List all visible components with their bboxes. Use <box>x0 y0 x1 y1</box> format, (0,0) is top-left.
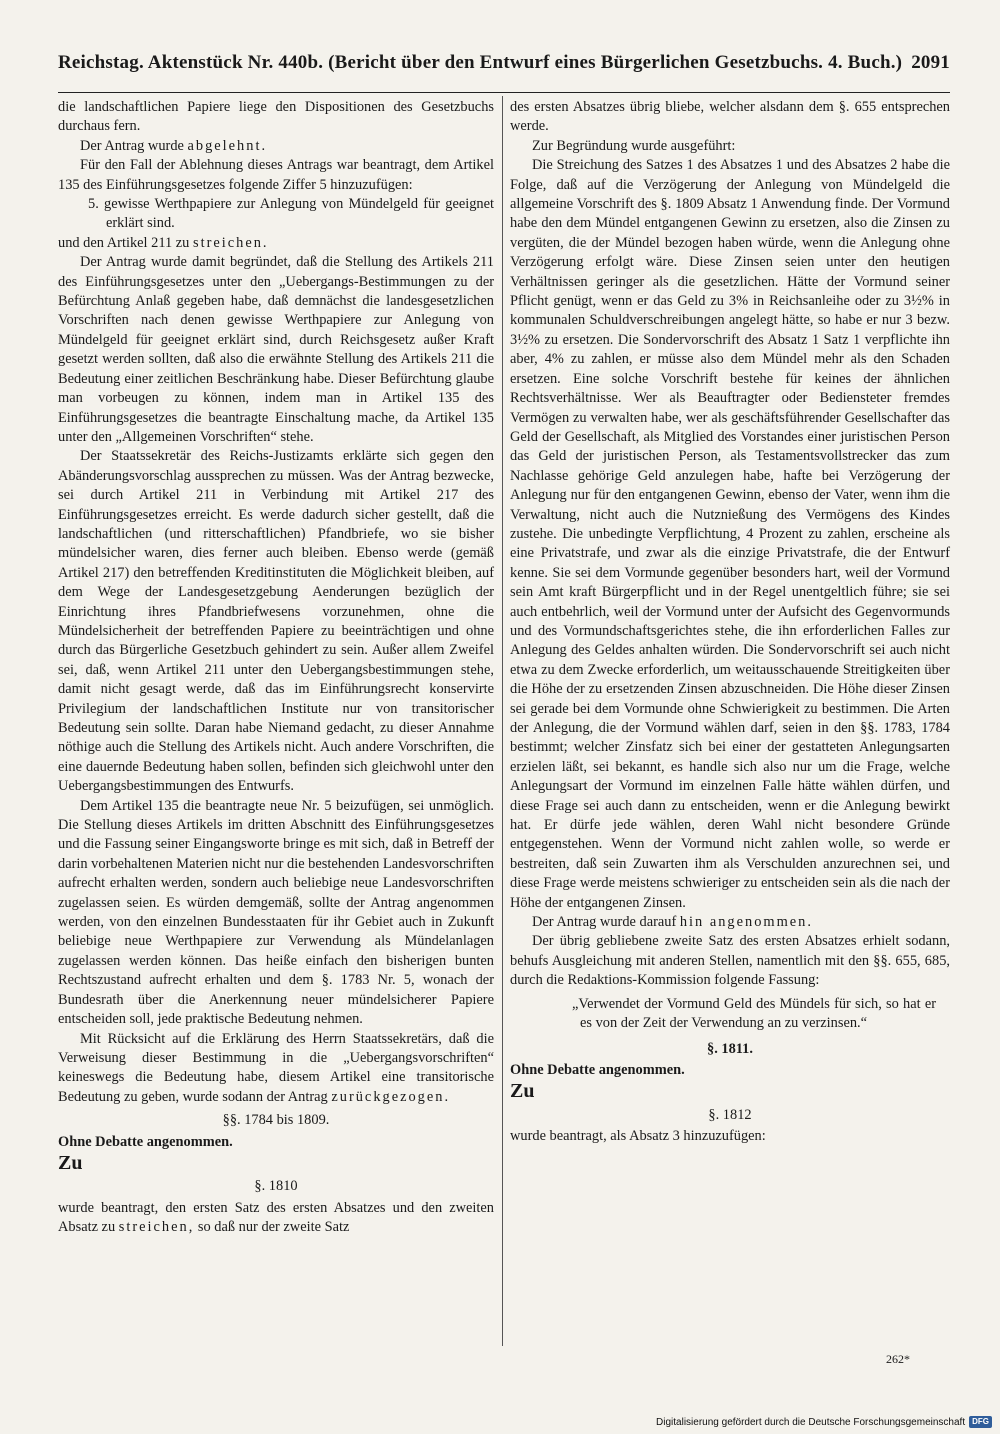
header-rule <box>58 92 950 93</box>
column-separator <box>502 96 503 1346</box>
signature-mark: 262* <box>886 1352 910 1366</box>
text: Mit Rücksicht auf die Erklärung des Herrn Staatssekretärs, daß die Verweisung dieser Bestimmung in die „Uebergangsvorschriften“ keineswegs die Bedeutung habe, diesem Artikel eine transitorische Bedeutung zu geben, wurde sodann der Antrag <box>58 1030 494 1105</box>
emphasis-text: zurückgezogen. <box>331 1088 451 1105</box>
paragraph: Die Streichung des Satzes 1 des Absatzes 1 und des Absatzes 2 habe die Folge, daß auf die Verzögerung der Anlegung von Mündelgeld die allgemeine Vorschrift des §. 1809 Absatz 1 Anwendung finde. Der Vormund habe den dem Mündel entgangenen Gewinn zu ersetzen, also die Zinsen zu vergüten, die der Mündel bezogen haben würde, wenn die Anlegung ohne Verzögerung erfolgt wäre. Diese Zinsen seien unter den heutigen Verhältnissen geringer als die gesetzlichen. Hätte der Vormund seiner Pflicht genügt, wenn er das Geld zu 3% in Reichsanleihe oder zu 3½% in kommunalen Schuldverschreibungen angelegt hätte, so habe er nur 3 bezw. 3½% zu ersetzen. Die Sondervorschrift des Absatz 1 Satz 1 verpflichte ihn aber, 4% zu zahlen, er müsse also dem Mündel mehr als den Schaden ersetzen. Eine solche Vorschrift bestehe für keines der ähnlichen Rechtsverhältnisse. Wer als Beauftragter oder Bediensteter fremdes Vermögen zu verwalten habe, wer als geschäftsführender Gesellschafter das Geld der Gesellschaft, als Mitglied des Vorstandes einer juristischen Person das Geld der juristischen Person, als Testamentsvollstrecker das zum Nachlasse gehörige Geld anzulegen habe, hafte bei Verzögerung der Anlegung nur für den entgangenen Gewinn, ebenso der Vater, wenn ihm die Verwaltung, nicht auch die Nutznießung des Vermögens des Kindes zustehe. Die unbedingte Verpflichtung, 4 Prozent zu zahlen, erscheine als eine Privatstrafe, und zwar als die einzige Privatstrafe, die der Entwurf kenne. Sie sei dem Vormunde gegenüber besonders hart, weil der Vormund sein Amt kraft Bürgerpflicht und in der Regel unentgeltlich führe; sie sei auch entbehrlich, weil der Vormund unter der Aufsicht des Gegenvormunds und des Vormundschaftsgerichtes stehe, die ihn erforderlichen Falles zur Anlegung des Geldes anhalten würden. Die Sondervorschrift sei auch nicht etwa zu dem Zwecke erforderlich, um weitausschauende Streitigkeiten über die Höhe der zu ersetzenden Zinsen abzuschneiden. Die Höhe dieser Zinsen sei gerade bei dem Vormunde ohne Schwierigkeit zu bestimmen. Die Arten der Anlegung, die der Vormund wählen darf, seien in den §§. 1783, 1784 bestimmt; welcher Zinsfatz sich bei einer der gestatteten Anlegungsarten erzielen läßt, sei bekannt, es handle sich also nur um die Frage, welche Anlegungsart der Vormund im einzelnen Falle hätte wählen dürfen, und diese Frage sei auch dann zu entscheiden, wenn er die Anlegung bewirkt hat. Er dürfe jede wählen, deren Wahl nicht besondere Gründe entgegenstehen. Wenn der Vormund nicht zahlen wolle, so werde er bestreiten, daß sein Zuwarten ihm als Verschulden anzurechnen sei, und diese Frage werde meistens schwieriger zu entscheiden sein als die nach der Höhe der entgangenen Zinsen. <box>510 157 950 911</box>
text: wurde beantragt, den ersten Satz des ersten Absatzes und den zweiten Absatz zu <box>58 1199 494 1236</box>
list-item: 5. gewisse Werthpapiere zur Anlegung von Mündelgeld für geeignet erklärt sind. <box>88 196 494 232</box>
paragraph <box>58 137 494 156</box>
footer-text: Digitalisierung gefördert durch die Deutsche Forschungsgemeinschaft <box>656 1416 966 1428</box>
paragraph <box>510 913 950 932</box>
zu-label: Zu <box>510 1080 535 1103</box>
no-debate-note: Ohne Debatte angenommen. <box>58 1133 233 1150</box>
emphasis-text: streichen, <box>118 1219 195 1236</box>
section-heading: §. 1811. <box>707 1040 753 1057</box>
no-debate-note: Ohne Debatte angenommen. <box>510 1061 685 1078</box>
paragraph: Der Antrag wurde damit begründet, daß die Stellung des Artikels 211 des Einführungsgesetzes unter den „Uebergangs-Bestimmungen zu der Befürchtung Anlaß gegeben habe, daß demnächst die landesgesetzlichen Vorschriften nach denen gewisse Werthpapiere zur Anlegung von Mündelgeld für geeignet erklärt sind, durch Reichsgesetz außer Kraft gesetzt werden sollten, daß also die erwähnte Stellung des Artikels 211 die Bedeutung einer zeitlichen Beschränkung habe. Dieser Befürchtung glaube man vorbeugen zu können, indem man in Artikel 135 des Einführungsgesetzes die beantragte Einschaltung mache, da Artikel 135 unter den „Allgemeinen Vorschriften“ stehe. <box>58 254 494 445</box>
text: und den Artikel 211 zu <box>58 234 193 251</box>
paragraph: Der Staatssekretär des Reichs-Justizamts erklärte sich gegen den Abänderungsvorschlag aussprechen zu müssen. Was der Antrag bezwecke, sei durch Artikel 211 in Verbindung mit Artikel 217 des Einführungsgesetzes erreicht. Es werde dadurch sicher gestellt, daß die landschaftlichen (und ritterschaftlichen) Pfandbriefe, wo sie bisher mündelsicher waren, dies ferner auch bleiben. Ebenso werde (gemäß Artikel 217) den betreffenden Kreditinstituten die Möglichkeit bleiben, auf dem Wege der Landesgesetzgebung Aenderungen bezüglich der Einrichtung ihres Pfandbriefwesens vorzunehmen, ohne die Mündelsicherheit der betreffenden Papiere zu beeinträchtigen und ohne durch das Bürgerliche Gesetzbuch gehindert zu sein. Außer allem Zweifel sei, daß, wenn Artikel 211 unter den Uebergangsbestimmungen stehe, damit nicht gesagt werde, daß das im Einführungsrecht konservirte Privilegium der landschaftlichen Institute nur von transitorischer Bedeutung sein sollte. Daran habe Niemand gedacht, zu dieser Annahme nöthige auch die Stellung des Artikels nicht. Auch andere Vorschriften, die eine dauernde Bedeutung haben sollen, befinden sich gleichwohl unter den Uebergangsbestimmungen des Entwurfs. <box>58 448 494 795</box>
section-heading: §. 1812 <box>708 1106 752 1123</box>
section-heading: §. 1810 <box>254 1178 298 1195</box>
emphasis-text: hin angenommen. <box>679 914 813 931</box>
paragraph: Dem Artikel 135 die beantragte neue Nr. 5 beizufügen, sei unmöglich. Die Stellung dieses Artikels im dritten Abschnitt des Einführungsgesetzes und die Fassung seiner Eingangsworte bringe es mit sich, daß in Betreff der darin vorbehaltenen Materien nicht nur die bestehenden Landesvorschriften aufrecht erhalten werden, sondern auch beliebige neue Landesvorschriften zugelassen seien. Es würden demgemäß, sollte der Antrag angenommen werden, von den einzelnen Bundesstaaten für ihr Gebiet auch in Zukunft beliebige neue Werthpapiere zur Verwendung als Mündelanlagen zugelassen werden können. Das heiße einfach den bisherigen bunten Rechtszustand aufrecht erhalten und dem §. 1783 Nr. 5, wonach der Bundesrath über die Anerkennung neuer mündelsicherer Papiere entscheiden soll, jede praktische Bedeutung nehmen. <box>58 797 494 1028</box>
paragraph <box>58 1199 494 1238</box>
text: so daß nur der zweite Satz <box>194 1219 350 1236</box>
paragraph: wurde beantragt, als Absatz 3 hinzuzufügen: <box>510 1128 766 1145</box>
footer <box>656 1416 992 1428</box>
left-column <box>58 98 494 1238</box>
page-number: 2091 <box>911 52 950 73</box>
dfg-logo-icon: DFG <box>969 1416 992 1428</box>
text: Der Antrag wurde <box>80 137 188 154</box>
emphasis-text: abgelehnt. <box>187 137 268 154</box>
header-title: Reichstag. Aktenstück Nr. 440b. (Bericht über den Entwurf eines Bürgerlichen Gesetzbuchs. 4. Buch.) <box>58 52 903 73</box>
emphasis-text: streichen. <box>192 234 269 251</box>
text: Der Antrag wurde darauf <box>532 914 680 931</box>
paragraph <box>58 1030 494 1108</box>
quoted-text: „Verwendet der Vormund Geld des Mündels für sich, so hat er es von der Zeit der Verwendung an zu verzinsen.“ <box>572 995 936 1032</box>
section-heading: §§. 1784 bis 1809. <box>222 1112 330 1129</box>
paragraph: Für den Fall der Ablehnung dieses Antrags war beantragt, dem Artikel 135 des Einführungsgesetzes folgende Ziffer 5 hinzuzufügen: <box>58 157 494 193</box>
page-header <box>58 52 950 82</box>
zu-label: Zu <box>58 1151 83 1174</box>
paragraph: des ersten Absatzes übrig bliebe, welcher alsdann dem §. 655 entsprechen werde. <box>510 99 950 135</box>
paragraph: Zur Begründung wurde ausgeführt: <box>532 137 736 154</box>
paragraph <box>58 234 494 253</box>
right-column <box>510 98 950 1147</box>
paragraph: Der übrig gebliebene zweite Satz des ersten Absatzes erhielt sodann, behufs Ausgleichung mit anderen Stellen, namentlich mit den §§. 655, 685, durch die Redaktions-Kommission folgende Fassung: <box>510 933 950 989</box>
paragraph: die landschaftlichen Papiere liege den Dispositionen des Gesetzbuchs durchaus fern. <box>58 99 494 135</box>
